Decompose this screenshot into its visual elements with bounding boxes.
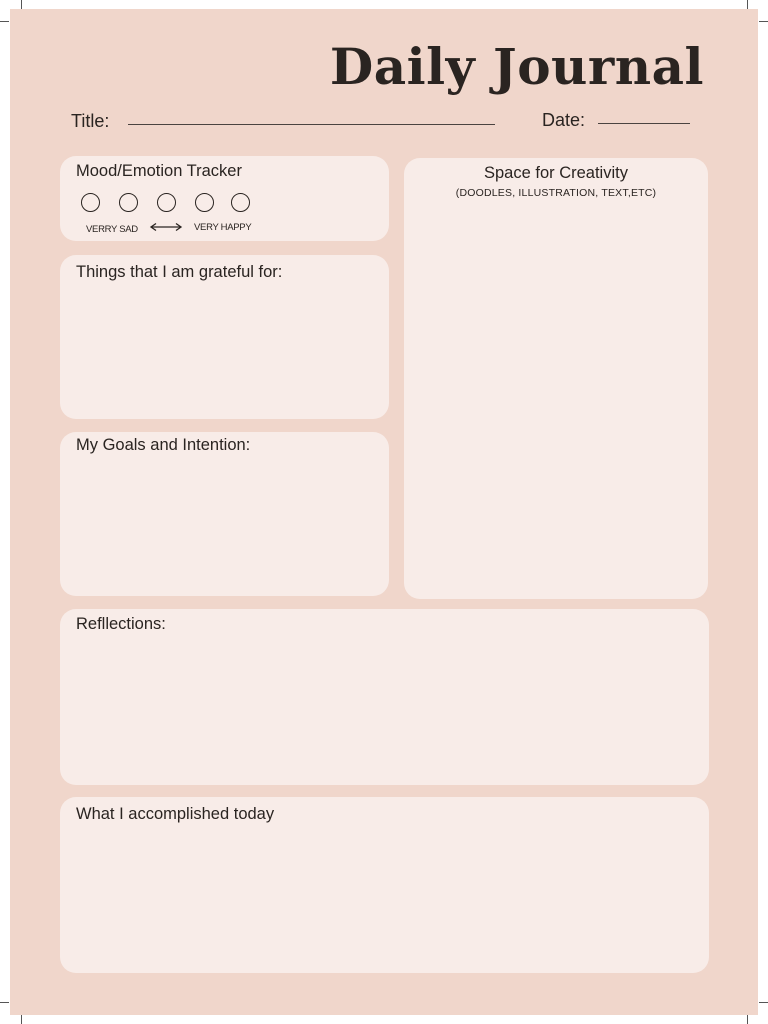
goals-label: My Goals and Intention:	[76, 436, 251, 454]
grateful-card[interactable]	[60, 255, 389, 419]
crop-mark	[747, 1015, 748, 1024]
mood-tracker-card	[60, 156, 389, 241]
mood-high-label: VERY HAPPY	[194, 222, 252, 233]
reflections-label: Refllections:	[76, 615, 166, 633]
crop-mark	[759, 1002, 768, 1003]
goals-card[interactable]	[60, 432, 389, 596]
accomplished-card[interactable]	[60, 797, 709, 973]
creativity-title: Space for Creativity	[484, 164, 628, 182]
creativity-subtitle: (DOODLES, ILLUSTRATION, TEXT,ETC)	[455, 187, 657, 199]
mood-circle-1[interactable]	[81, 193, 100, 212]
accomplished-label: What I accomplished today	[76, 805, 275, 823]
crop-mark	[0, 1002, 9, 1003]
crop-mark	[747, 0, 748, 9]
mood-circle-4[interactable]	[195, 193, 214, 212]
date-field-line[interactable]	[598, 123, 690, 124]
title-field-label: Title:	[71, 111, 110, 131]
creativity-card[interactable]	[404, 158, 708, 599]
reflections-card[interactable]	[60, 609, 709, 785]
grateful-label: Things that I am grateful for:	[76, 263, 283, 281]
title-field-line[interactable]	[128, 124, 495, 125]
date-field-label: Date:	[542, 110, 586, 130]
crop-mark	[21, 1015, 22, 1024]
crop-mark	[21, 0, 22, 9]
crop-mark	[759, 21, 768, 22]
mood-circle-3[interactable]	[157, 193, 176, 212]
mood-circle-2[interactable]	[119, 193, 138, 212]
crop-mark	[0, 21, 9, 22]
double-arrow-icon	[149, 222, 183, 232]
page-title: Daily Journal	[329, 37, 704, 96]
mood-circle-5[interactable]	[231, 193, 250, 212]
mood-tracker-label: Mood/Emotion Tracker	[76, 162, 242, 180]
journal-page	[10, 9, 758, 1015]
mood-low-label: VERRY SAD	[86, 224, 138, 235]
